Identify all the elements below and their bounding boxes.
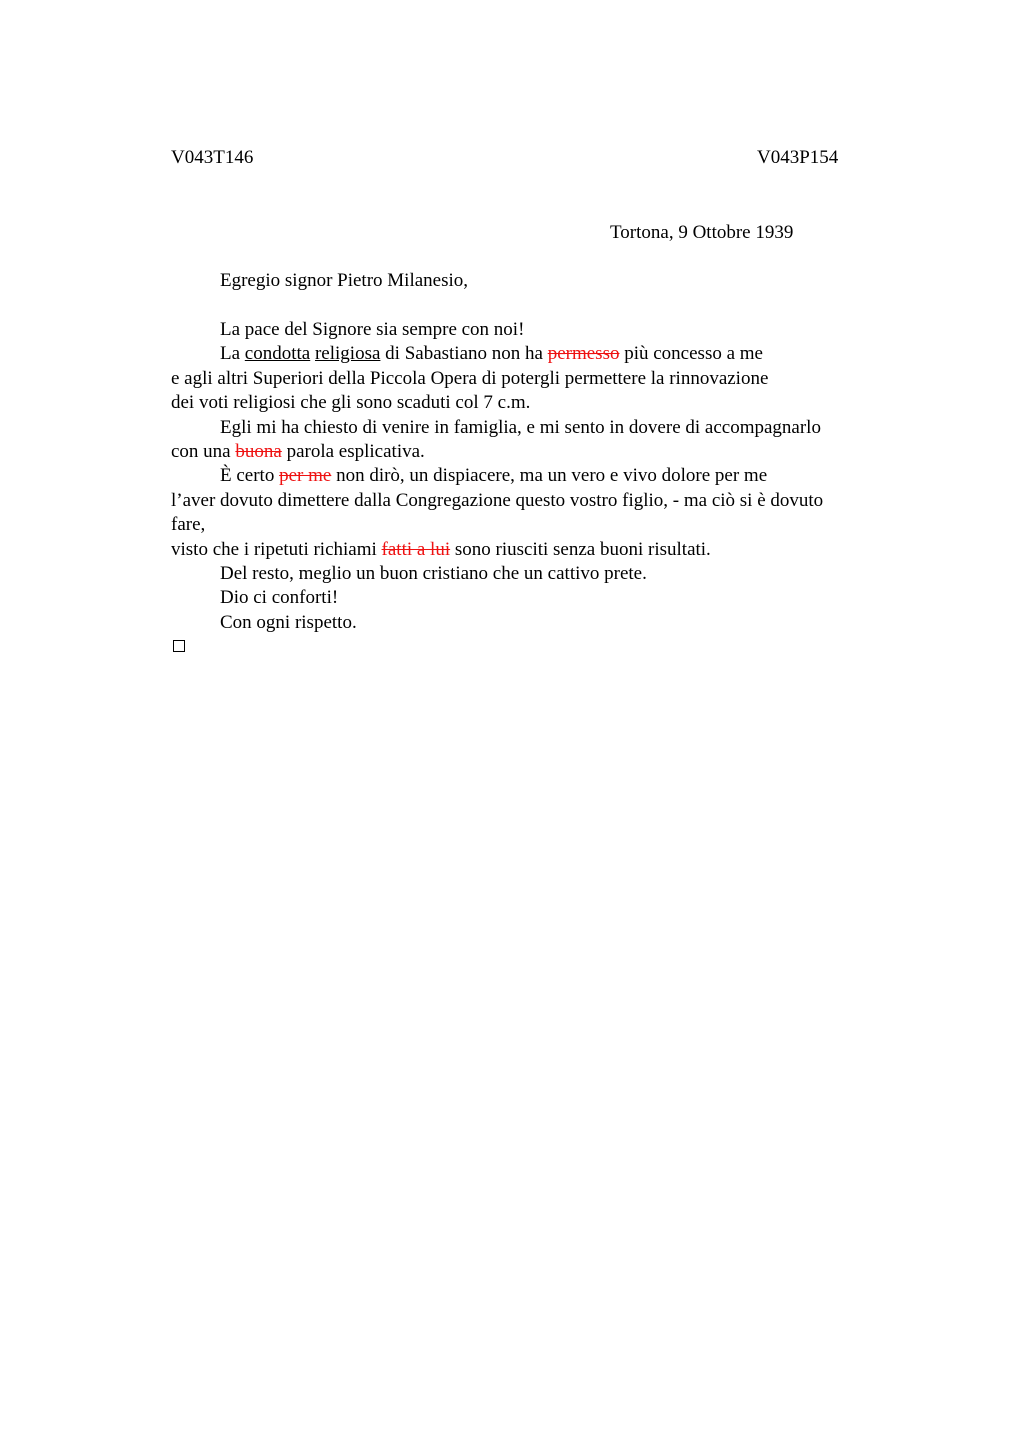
paragraph-closing: Con ogni rispetto. (220, 611, 357, 633)
deleted-word: buona (235, 441, 282, 463)
letter-salutation: Egregio signor Pietro Milanesio, (220, 270, 469, 291)
letter-body (171, 318, 891, 635)
letter-date: Tortona, 9 Ottobre 1939 (610, 222, 794, 243)
paragraph-sorrow-line-3: fare, (171, 514, 206, 536)
deleted-word: per me (279, 465, 332, 487)
text-run: di Sabastiano non ha (380, 343, 548, 365)
paragraph-conduct-line-3: dei voti religiosi che gli sono scaduti col 7 c.m. (171, 392, 531, 414)
deleted-word: fatti a lui (381, 538, 451, 560)
reference-code-right: V043P154 (757, 147, 839, 168)
paragraph-conduct-line-2: e agli altri Superiori della Piccola Opera di potergli permettere la rinnovazione (171, 367, 769, 389)
underlined-word: condotta (244, 343, 311, 365)
text-run: con una (171, 441, 236, 463)
paragraph-greeting: La pace del Signore sia sempre con noi! (220, 319, 525, 340)
text-run: La (220, 343, 245, 365)
paragraph-conduct-line-1 (171, 342, 891, 366)
text-run: più concesso a me (619, 343, 763, 365)
paragraph-sorrow-line-4 (171, 538, 891, 562)
text-run: sono riusciti senza buoni risultati. (450, 538, 711, 560)
text-run: non dirò, un dispiacere, ma un vero e vivo dolore per me (331, 465, 768, 487)
text-run: È certo (220, 465, 280, 487)
paragraph-request-line-1: Egli mi ha chiesto di venire in famiglia, e mi sento in dovere di accompagnarlo (220, 416, 821, 438)
paragraph-rest: Del resto, meglio un buon cristiano che un cattivo prete. (220, 563, 647, 585)
text-run: parola esplicativa. (281, 441, 425, 463)
deleted-word: permesso (547, 343, 620, 365)
reference-code-left: V043T146 (171, 147, 254, 168)
end-marker-box-icon (173, 640, 185, 652)
text-run: visto che i ripetuti richiami (171, 538, 382, 560)
paragraph-comfort: Dio ci conforti! (220, 587, 339, 609)
underlined-word: religiosa (314, 343, 381, 365)
paragraph-sorrow-line-2: l’aver dovuto dimettere dalla Congregazione questo vostro figlio, - ma ciò si è dovuto (171, 489, 824, 511)
paragraph-sorrow-line-1 (171, 464, 891, 488)
paragraph-request-line-2 (171, 440, 891, 464)
